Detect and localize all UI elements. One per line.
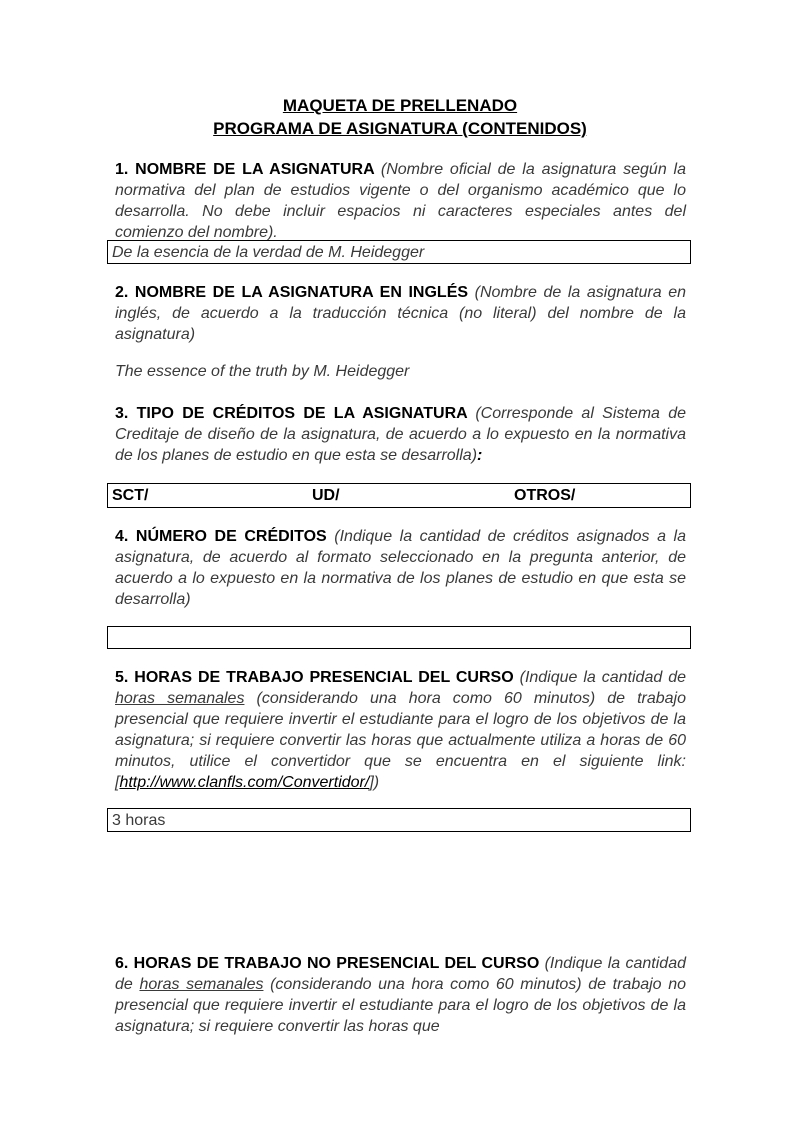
section-4-prompt (115, 526, 686, 610)
section-3-prompt (115, 403, 686, 466)
section-5-weekly-hours: horas semanales (115, 690, 245, 707)
section-5-desc-b: (considerando una hora como 60 minutos) de trabajo presencial que requiere invertir el estudiante para el logro de los objetivos de la asignatura; si requiere convertir las horas que actualmente utiliza a horas de 60 minutos, utilice el convertidor que se encuentra en el siguiente link: [ (115, 690, 686, 791)
document-title-line2: PROGRAMA DE ASIGNATURA (CONTENIDOS) (213, 119, 587, 138)
section-3-description: (Corresponde al Sistema de Creditaje de diseño de la asignatura, de acuerdo a lo expuesto en la normativa de los planes de estudio en que esta se desarrolla) (115, 405, 686, 464)
credit-option-ud[interactable]: UD/ (312, 487, 340, 504)
section-5-prompt (115, 667, 686, 793)
credit-option-sct[interactable]: SCT/ (112, 487, 149, 504)
course-name-field[interactable] (107, 240, 691, 264)
section-3-colon: : (477, 447, 483, 464)
section-5-desc-a: (Indique la cantidad de (519, 669, 686, 686)
section-4-description: (Indique la cantidad de créditos asignados a la asignatura, de acuerdo al formato seleccionado en la pregunta anterior, de acuerdo a lo expuesto en la normativa de los planes de estudio en que esta se desarrolla) (115, 528, 687, 608)
section-6-desc-a: (Indique la cantidad de (115, 955, 687, 993)
credit-number-field[interactable] (107, 626, 691, 649)
presential-hours-field[interactable] (107, 808, 691, 832)
section-2-prompt (115, 282, 686, 345)
section-1-prompt (115, 159, 686, 243)
credit-type-field[interactable] (107, 483, 691, 508)
section-2-description: (Nombre de la asignatura en inglés, de acuerdo a la traducción técnica (no literal) del nombre de la asignatura) (115, 284, 687, 343)
credit-number-value (108, 627, 690, 631)
presential-hours-value: 3 horas (112, 812, 166, 829)
course-name-english-value[interactable]: The essence of the truth by M. Heidegger (115, 363, 410, 380)
section-3-heading: 3. TIPO DE CRÉDITOS DE LA ASIGNATURA (115, 405, 476, 422)
course-name-value: De la esencia de la verdad de M. Heidegger (112, 244, 425, 261)
section-6-desc-b: (considerando una hora como 60 minutos) de trabajo no presencial que requiere invertir el estudiante para el logro de los objetivos de la asignatura; si requiere convertir las horas que (115, 976, 687, 1035)
converter-link[interactable]: http://www.clanfls.com/Convertidor/ (119, 774, 370, 791)
section-6-weekly-hours: horas semanales (139, 976, 264, 993)
section-5-desc-c: ]) (369, 774, 380, 791)
section-1-heading: 1. NOMBRE DE LA ASIGNATURA (115, 161, 381, 178)
section-6-prompt (115, 953, 686, 1037)
document-title-line1: MAQUETA DE PRELLENADO (282, 96, 518, 115)
section-6-heading: 6. HORAS DE TRABAJO NO PRESENCIAL DEL CURSO (115, 955, 545, 972)
section-4-heading: 4. NÚMERO DE CRÉDITOS (115, 528, 335, 545)
section-5-heading: 5. HORAS DE TRABAJO PRESENCIAL DEL CURSO (115, 669, 520, 686)
section-2-heading: 2. NOMBRE DE LA ASIGNATURA EN INGLÉS (115, 284, 475, 301)
section-1-description: (Nombre oficial de la asignatura según la normativa del plan de estudios vigente o del organismo académico que lo desarrolla. No debe incluir espacios ni caracteres especiales antes del comienzo del nombre). (115, 161, 686, 241)
credit-option-otros[interactable]: OTROS/ (514, 487, 576, 504)
